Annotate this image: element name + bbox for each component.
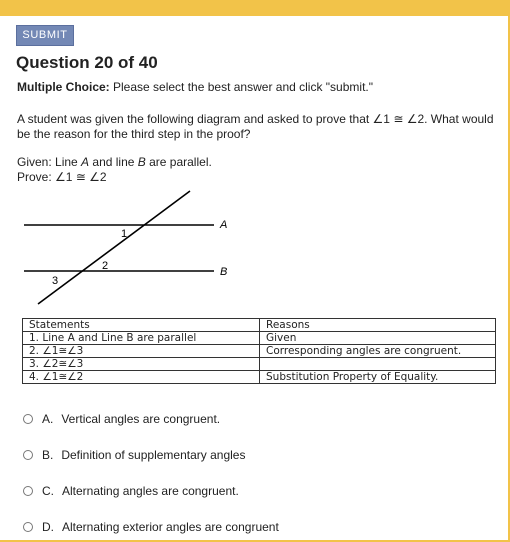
instruction-line [17,80,373,94]
option-letter: B. [42,448,54,462]
table-row [23,358,496,371]
statement-cell: 3. ∠2≅∠3 [23,358,260,371]
statement-cell: 4. ∠1≅∠2 [23,371,260,384]
mc-instruction: Please select the best answer and click "submit." [113,80,373,94]
table-header-row [23,319,496,332]
table-row [23,332,496,345]
table-row [23,371,496,384]
line-a-label: A [220,219,228,231]
option-text: Definition of supplementary angles [61,448,246,462]
proof-table [22,318,496,384]
radio-button-b[interactable] [23,450,33,460]
option-text: Vertical angles are congruent. [61,412,221,426]
statement-cell: 1. Line A and Line B are parallel [23,332,260,345]
reasons-header: Reasons [260,319,496,332]
given-block [17,155,212,185]
table-row [23,345,496,358]
prove-line: Prove: ∠1 ≅ ∠2 [17,170,107,184]
reason-cell: Given [260,332,496,345]
option-d[interactable] [23,519,279,535]
mc-label: Multiple Choice: [17,80,110,94]
reason-cell: Corresponding angles are congruent. [260,345,496,358]
option-c[interactable] [23,483,239,499]
line-b-label: B [220,266,228,278]
reason-cell: Substitution Property of Equality. [260,371,496,384]
reason-cell [260,358,496,371]
parallel-lines-diagram [14,186,244,311]
line-a-name: A [81,155,90,169]
statements-header: Statements [23,319,260,332]
question-heading [16,47,236,72]
given-line: Given: Line A and line B are parallel. [17,155,212,169]
option-text: Alternating exterior angles are congruent [62,520,279,534]
radio-button-d[interactable] [23,522,33,532]
angle-3-label: 3 [52,275,59,287]
transversal-line [38,191,190,304]
angle-2-label: 2 [102,260,109,272]
statement-cell: 2. ∠1≅∠3 [23,345,260,358]
option-letter: D. [42,520,54,534]
option-letter: A. [42,412,54,426]
question-heading-text: Question 20 of 40 [16,53,158,72]
radio-button-a[interactable] [23,414,33,424]
question-prompt: A student was given the following diagram and asked to prove that ∠1 ≅ ∠2. What would be the reason for the third step in the proof? [17,112,494,141]
option-text: Alternating angles are congruent. [62,484,239,498]
option-letter: C. [42,484,54,498]
option-b[interactable] [23,447,245,463]
submit-button[interactable]: SUBMIT [16,25,74,46]
radio-button-c[interactable] [23,486,33,496]
top-accent-bar [0,0,510,16]
line-b-name: B [137,155,146,169]
option-a[interactable] [23,411,220,427]
angle-1-label: 1 [121,228,128,240]
